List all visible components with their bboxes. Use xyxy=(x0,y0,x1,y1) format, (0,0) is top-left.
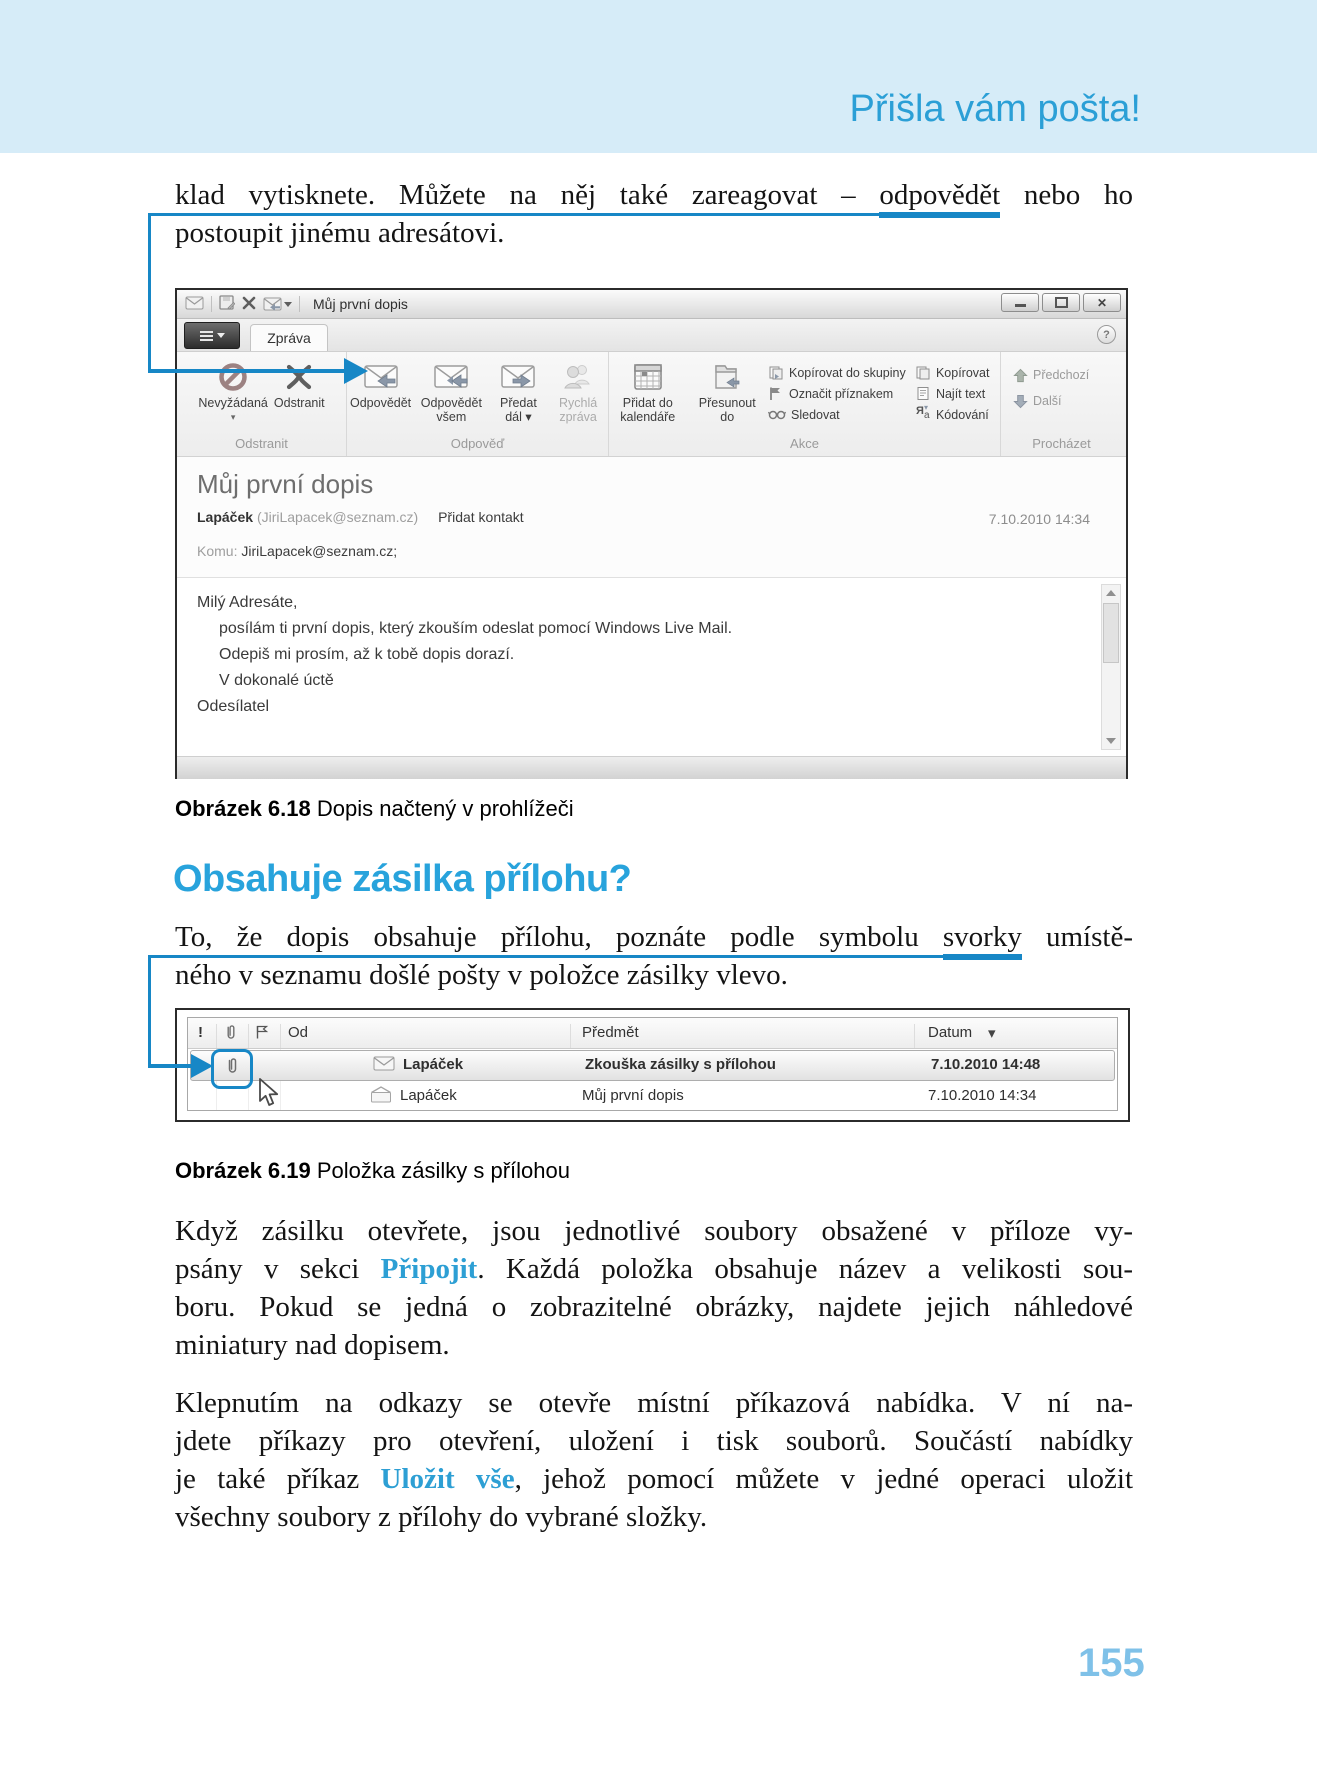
presunout-do-button[interactable]: Přesunout do xyxy=(689,356,767,426)
figure-caption-619: Obrázek 6.19 Položka zásilky s přílohou xyxy=(175,1158,570,1183)
row-sender: Lapáček xyxy=(400,1087,457,1104)
annotation-connector-2 xyxy=(148,955,151,1066)
copy-group-icon xyxy=(768,365,784,380)
rychla-zprava-button[interactable]: Rychlá zpráva xyxy=(548,356,608,426)
titlebar-separator xyxy=(211,296,212,312)
annotation-underline-2 xyxy=(148,955,943,958)
datum-column-header[interactable]: Datum xyxy=(928,1024,973,1041)
window-mail-icon xyxy=(185,296,204,313)
page-number: 155 xyxy=(1078,1641,1145,1685)
menu-icon xyxy=(200,331,213,341)
najit-text-button[interactable]: Najít text xyxy=(915,383,1000,404)
x-cross-icon xyxy=(284,358,314,396)
row-date: 7.10.2010 14:48 xyxy=(931,1056,1041,1073)
message-header xyxy=(177,457,1126,578)
ribbon-tab-row xyxy=(177,319,1126,352)
sort-arrow-icon[interactable]: ▾ xyxy=(988,1025,996,1042)
attach-line-1: To, že dopis obsahuje přílohu, poznáte podle symbolu svorky umístě- xyxy=(175,918,1133,956)
flag-column-icon[interactable] xyxy=(254,1024,270,1044)
message-from-line xyxy=(197,509,524,525)
body-line: V dokonalé úctě xyxy=(219,672,334,689)
window-titlebar xyxy=(177,290,1126,319)
delete-icon[interactable] xyxy=(242,296,256,313)
inbox-row[interactable] xyxy=(188,1081,1117,1111)
message-subject: Můj první dopis xyxy=(197,469,374,499)
row-date: 7.10.2010 14:34 xyxy=(928,1087,1037,1104)
message-body xyxy=(177,578,1126,756)
annotation-arrowhead-1 xyxy=(344,358,368,384)
intro-line-1: klad vytisknete. Můžete na něj také zareagovat – odpovědět nebo ho xyxy=(175,176,1133,214)
group-label-odstranit: Odstranit xyxy=(235,436,288,451)
quick-access-toolbar xyxy=(185,295,408,313)
titlebar-separator xyxy=(299,296,300,312)
forward-icon xyxy=(498,358,538,396)
body-line: Odepiš mi prosím, až k tobě dopis dorazí. xyxy=(219,646,515,663)
scroll-down-icon[interactable] xyxy=(1106,738,1116,744)
body-line: Odesílatel xyxy=(197,698,270,715)
attach-line-2: ného v seznamu došlé pošty v položce zásilky vlevo. xyxy=(175,959,788,991)
body-line: posílám ti první dopis, který zkouším odeslat pomocí Windows Live Mail. xyxy=(219,620,733,637)
find-text-icon xyxy=(915,386,931,401)
priority-column-header[interactable]: ! xyxy=(198,1024,203,1041)
to-label: Komu: xyxy=(197,543,238,559)
command-pripojit: Připojit xyxy=(380,1253,478,1285)
paragraph-context-menu: Klepnutím na odkazy se otevře místní příkazová nabídka. V ní na- jdete příkazy pro otevření, uložení i tisk souborů. Součástí nabídky je také příkaz Uložit vše, jehož pomocí můžete v jedné operaci uložit všechny soubory z přílohy do vybrané složky. xyxy=(175,1387,1134,1533)
annotation-connector-1 xyxy=(148,213,151,371)
minimize-button[interactable] xyxy=(1001,293,1039,312)
inbox-header-row xyxy=(188,1018,1117,1049)
oznacit-priznakem-button[interactable]: Označit příznakem xyxy=(768,383,913,404)
reply-all-icon xyxy=(431,358,471,396)
ribbon-group-prochazet xyxy=(1001,352,1122,456)
ribbon-group-odpoved xyxy=(347,352,609,456)
sender-email: (JiriLapacek@seznam.cz) xyxy=(256,509,419,525)
annotation-arrowhead-2 xyxy=(191,1054,213,1078)
kopirovat-button[interactable]: Kopírovat xyxy=(915,362,1000,383)
save-icon[interactable] xyxy=(219,295,235,313)
message-to-line xyxy=(197,543,397,559)
annotation-circle-paperclip xyxy=(211,1049,253,1089)
od-column-header[interactable]: Od xyxy=(288,1024,309,1041)
odpovedet-button[interactable]: Odpovědět xyxy=(347,356,414,412)
row-subject: Můj první dopis xyxy=(582,1087,684,1104)
folder-move-icon xyxy=(712,358,742,396)
person-icon xyxy=(562,358,594,396)
command-ulozit-vse: Uložit vše xyxy=(380,1463,515,1495)
dalsi-button[interactable]: Další xyxy=(1013,388,1118,414)
predchozi-button[interactable]: Předchozí xyxy=(1013,362,1118,388)
odpovedet-vsem-button[interactable]: Odpovědět všem xyxy=(414,356,488,426)
ribbon-group-odstranit xyxy=(177,352,347,456)
sender-name: Lapáček xyxy=(197,509,254,525)
predmet-column-header[interactable]: Předmět xyxy=(582,1024,639,1041)
app-menu-button[interactable] xyxy=(184,322,240,349)
calendar-icon xyxy=(632,358,664,396)
encoding-icon: Я a ▾ xyxy=(915,403,930,421)
mouse-cursor-icon xyxy=(258,1078,284,1113)
scroll-up-icon[interactable] xyxy=(1106,590,1116,596)
arrow-down-icon xyxy=(1013,394,1028,409)
closed-envelope-icon xyxy=(373,1056,395,1075)
inbox-list-window xyxy=(175,1008,1130,1122)
no-entry-icon xyxy=(217,358,249,396)
annotation-arrow-shaft-1 xyxy=(148,369,344,373)
arrow-up-icon xyxy=(1013,368,1028,383)
row-sender: Lapáček xyxy=(403,1056,464,1073)
group-label-akce: Akce xyxy=(790,436,819,451)
maximize-button[interactable] xyxy=(1042,293,1080,312)
annotated-word-svorky: svorky xyxy=(943,921,1022,960)
mail-message-window xyxy=(175,288,1128,779)
paragraph-attachments: Když zásilku otevřete, jsou jednotlivé soubory obsažené v příloze vy- psány v sekci Připojit. Každá položka obsahuje název a velikosti sou- boru. Pokud se jedná o zobrazitelné obrázky, najdete jejich náhledové miniatury nad dopisem. xyxy=(175,1215,1133,1361)
inbox-grid xyxy=(187,1017,1118,1111)
annotated-word-odpovedet: odpovědět xyxy=(879,179,1000,218)
dropdown-caret-icon xyxy=(284,302,292,307)
add-contact-link[interactable]: Přidat kontakt xyxy=(438,509,524,525)
ribbon-group-akce xyxy=(609,352,1001,456)
window-title: Můj první dopis xyxy=(313,296,408,312)
eyeglasses-icon xyxy=(768,408,786,421)
ribbon xyxy=(177,352,1126,457)
row-subject: Zkouška zásilky s přílohou xyxy=(585,1056,776,1073)
predat-dal-button[interactable]: Předat dál ▾ xyxy=(489,356,549,426)
tab-zprava[interactable]: Zpráva xyxy=(250,324,328,351)
message-date: 7.10.2010 14:34 xyxy=(988,511,1090,527)
paperclip-column-icon[interactable] xyxy=(224,1023,238,1046)
window-controls xyxy=(1001,293,1121,312)
window-status-strip xyxy=(177,756,1126,779)
figure-caption-618: Obrázek 6.18 Dopis načtený v prohlížeči xyxy=(175,796,574,821)
odstranit-button[interactable]: Odstranit xyxy=(271,356,328,412)
chapter-title: Přišla vám pošta! xyxy=(849,88,1141,130)
to-value: JiriLapacek@seznam.cz; xyxy=(241,543,398,559)
kodovani-button[interactable]: Я a ▾ Kódování xyxy=(915,403,989,422)
kopirovat-do-skupiny-button[interactable]: Kopírovat do skupiny xyxy=(768,362,913,383)
body-line: Milý Adresáte, xyxy=(197,594,298,611)
sledovat-button[interactable]: Sledovat xyxy=(768,404,913,425)
open-envelope-icon xyxy=(370,1086,392,1107)
scrollbar[interactable] xyxy=(1101,584,1121,750)
annotation-arrow-shaft-2 xyxy=(148,1064,193,1068)
scroll-thumb[interactable] xyxy=(1103,603,1119,663)
group-label-prochazet: Procházet xyxy=(1032,436,1091,451)
close-button[interactable]: ✕ xyxy=(1083,293,1121,312)
inbox-row-selected[interactable] xyxy=(190,1050,1115,1081)
help-icon[interactable]: ? xyxy=(1097,325,1116,344)
copy-icon xyxy=(915,365,931,380)
pridat-do-kalendare-button[interactable]: Přidat do kalendáře xyxy=(609,356,687,426)
reply-quick-icon[interactable] xyxy=(263,297,292,311)
chapter-banner xyxy=(0,0,1317,153)
flag-icon xyxy=(768,386,784,401)
nevyzadana-button[interactable]: Nevyžádaná ▾ xyxy=(195,356,271,426)
intro-line-2: postoupit jinému adresátovi. xyxy=(175,217,505,249)
chevron-down-icon xyxy=(217,333,225,338)
section-heading: Obsahuje zásilka přílohu? xyxy=(173,858,632,900)
group-label-odpoved: Odpověď xyxy=(450,436,505,451)
annotation-underline-1 xyxy=(148,213,879,216)
